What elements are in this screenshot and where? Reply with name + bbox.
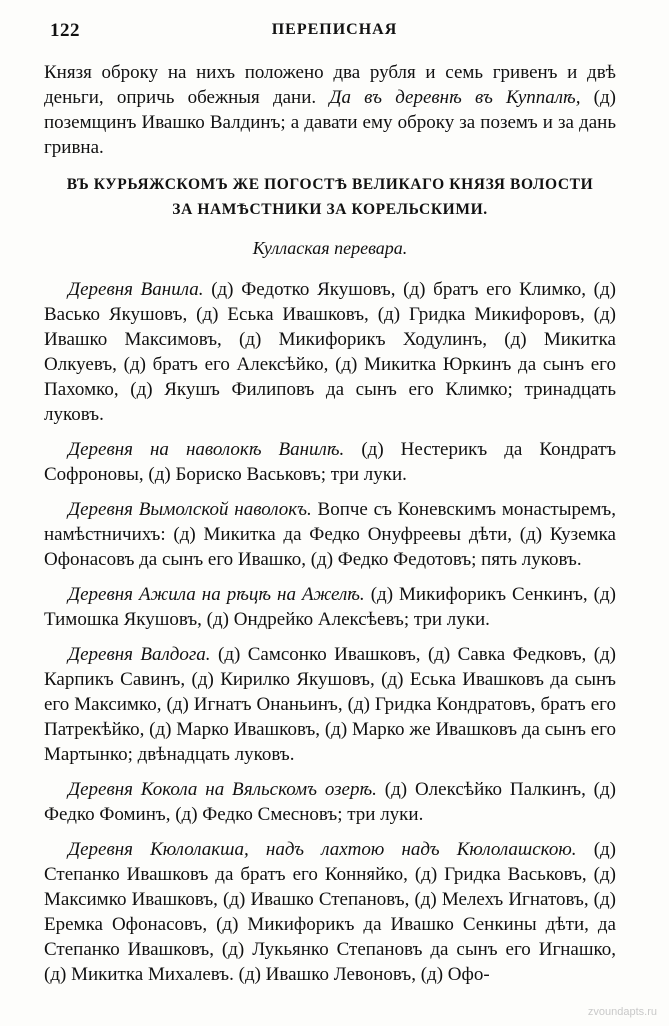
page-header bbox=[40, 18, 629, 46]
section-heading-line-1: ВЪ КУРЬЯЖСКОМЪ ЖЕ ПОГОСТѢ ВЕЛИКАГО КНЯЗЯ ВОЛОСТИ bbox=[66, 176, 594, 193]
paragraph-text: (д) Федотко Якушовъ, (д) братъ его Климко, (д) Васько Якушовъ, (д) Еська Ивашковъ, (д) Гридка Микифоровъ, (д) Ивашко Максимовъ, (д) Микифорикъ Ходулинъ, (д) Микитка Олкуевъ, (д) братъ его Алексѣйко, (д) Микитка Юркинъ да сынъ его Пахомко, (д) Якушъ Филиповъ да сынъ его Климко; тринадцать луковъ. bbox=[44, 279, 616, 425]
running-head: ПЕРЕПИСНАЯ bbox=[271, 21, 398, 38]
paragraph-valdoga bbox=[44, 642, 616, 767]
opening-italic-lead: Да въ деревнѣ въ Куппалѣ, bbox=[329, 87, 581, 108]
paragraph-azhila bbox=[44, 582, 616, 632]
opening-paragraph bbox=[44, 60, 616, 160]
paragraph-vanila bbox=[44, 277, 616, 427]
watermark: zvoundapts.ru bbox=[587, 1006, 657, 1018]
paragraph-text: Вопче съ Коневскимъ монастыремъ, намѣстничихъ: (д) Микитка да Федко Онуфреевы дѣти, (д) Куземка Офонасовъ да сынъ его Ивашко, (д) Федко Федотовъ; пять луковъ. bbox=[44, 499, 616, 570]
subsection-title: Куллаская перевара. bbox=[252, 238, 408, 258]
paragraph-kokola bbox=[44, 777, 616, 827]
paragraph-navolok-vanila bbox=[44, 437, 616, 487]
paragraph-vymolskoy bbox=[44, 497, 616, 572]
section-heading-line-2: ЗА НАМѢСТНИКИ ЗА КОРЕЛЬСКИМИ. bbox=[172, 201, 488, 218]
opening-text: Князя оброку на нихъ положено два рубля и семь гривенъ и двѣ деньги, опричь обежныя дани. bbox=[44, 62, 616, 108]
paragraph-text: (д) Микифорикъ Сенкинъ, (д) Тимошка Якушовъ, (д) Ондрейко Алексѣевъ; три луки. bbox=[44, 584, 617, 630]
paragraph-text: (д) Степанко Ивашковъ да братъ его Конняйко, (д) Гридка Васьковъ, (д) Максимко Ивашковъ, (д) Ивашко Степановъ, (д) Мелехъ Игнатовъ, (д) Еремка Офонасовъ, (д) Микифорикъ да Ивашко Сенкины дѣти, да Степанко Ивашковъ, (д) Лукьянко Степановъ да сынъ его Игнашко, (д) Микитка Михалевъ. (д) Ивашко Левоновъ, (д) Офо- bbox=[44, 839, 617, 985]
paragraph-lead: Деревня на наволокѣ Ванилѣ. bbox=[68, 439, 345, 460]
paragraph-kyulolaksha bbox=[44, 837, 616, 987]
paragraph-lead: Деревня Кюлолакша, надъ лахтою надъ Кюлолашскою. bbox=[68, 839, 577, 860]
paragraph-lead: Деревня Ванила. bbox=[68, 279, 204, 300]
page-number: 122 bbox=[50, 20, 80, 41]
paragraph-lead: Деревня Вымолской наволокъ. bbox=[68, 499, 312, 520]
paragraph-text: (д) Нестерикъ да Кондратъ Софроновы, (д) Бориско Васьковъ; три луки. bbox=[44, 439, 617, 485]
opening-rest: (д) поземщинъ Ивашко Валдинъ; а давати ему оброку за поземъ и за дань гривна. bbox=[44, 87, 616, 158]
section-heading bbox=[44, 172, 616, 222]
body-text bbox=[44, 60, 616, 997]
paragraph-lead: Деревня Валдога. bbox=[68, 644, 211, 665]
paragraph-lead: Деревня Кокола на Вяльскомъ озерѣ. bbox=[68, 779, 377, 800]
paragraph-lead: Деревня Ажила на рѣцѣ на Ажелѣ. bbox=[68, 584, 365, 605]
paragraph-text: (д) Самсонко Ивашковъ, (д) Савка Федковъ, (д) Карпикъ Савинъ, (д) Кирилко Якушовъ, (д) Еська Ивашковъ да сынъ его Максимко, (д) Игнатъ Онаньинъ, (д) Гридка Кондратовъ, братъ его Патрекѣйко, (д) Марко Ивашковъ, (д) Марко же Ивашковъ да сынъ его Мартынко; двѣнадцать луковъ. bbox=[44, 644, 617, 765]
paragraph-text: (д) Олексѣйко Палкинъ, (д) Федко Фоминъ, (д) Федко Смеcновъ; три луки. bbox=[44, 779, 617, 825]
